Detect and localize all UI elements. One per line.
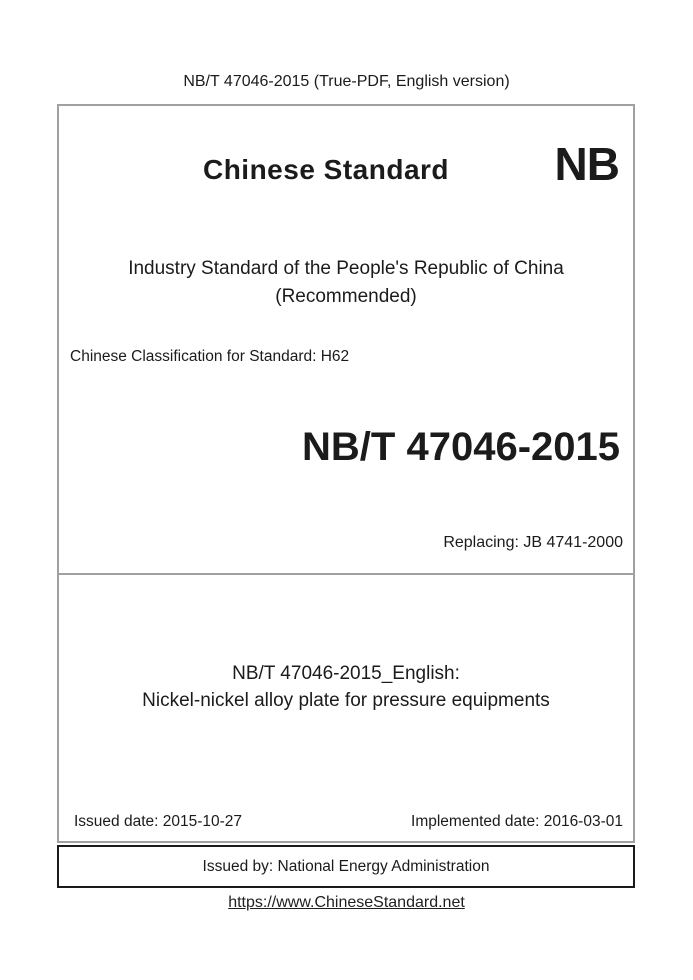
document-header-title: NB/T 47046-2015 (True-PDF, English version) — [183, 73, 510, 90]
section-divider — [57, 573, 635, 575]
english-title-line2: Nickel-nickel alloy plate for pressure equipments — [142, 690, 550, 711]
footer — [0, 892, 693, 913]
english-title-line1: NB/T 47046-2015_English: — [232, 663, 460, 684]
standard-recommended-line: (Recommended) — [275, 286, 417, 307]
nb-logo: NB — [554, 138, 619, 190]
issued-date: Issued date: 2015-10-27 — [74, 813, 243, 830]
standard-cover-box — [57, 104, 635, 843]
standard-type-line: Industry Standard of the People's Republic of China — [128, 258, 564, 279]
dates-row — [74, 812, 623, 832]
english-title-block — [59, 660, 633, 714]
replacing-note: Replacing: JB 4741-2000 — [443, 534, 623, 551]
issuer-box — [57, 845, 635, 888]
website-link[interactable]: https://www.ChineseStandard.net — [228, 894, 465, 911]
issuer-label: Issued by: National Energy Administration — [202, 857, 490, 875]
standard-number: NB/T 47046-2015 — [302, 425, 620, 469]
brand-title: Chinese Standard — [202, 154, 450, 185]
classification-code: Chinese Classification for Standard: H62 — [70, 348, 350, 365]
implemented-date: Implemented date: 2016-03-01 — [411, 813, 623, 830]
